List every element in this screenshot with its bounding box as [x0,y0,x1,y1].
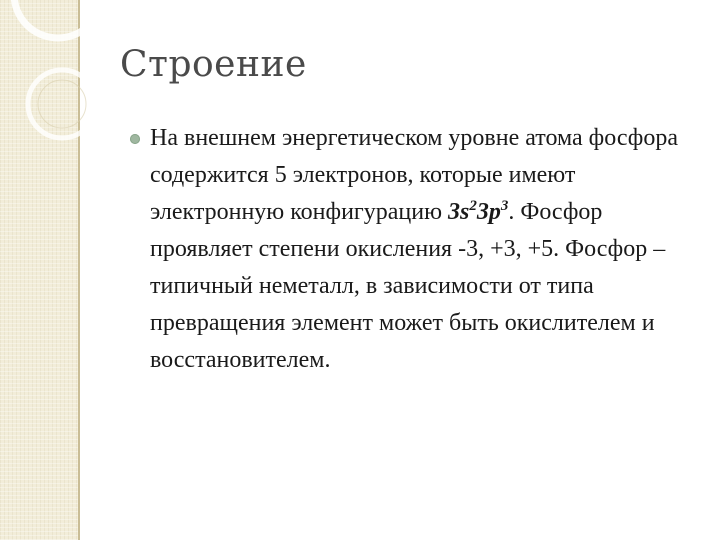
decorative-circles-icon [0,0,120,160]
bullet-item [130,120,690,379]
slide-content [130,120,690,379]
formula-part-2: 3p [476,199,501,225]
bullet-dot-icon [130,134,140,144]
bullet-text-after: . Фосфор проявляет степени окисления -3, +3, +5. Фосфор – типичный неметалл, в зависимости от типа превращения элемент может быть окислителем и восстановителем. [150,199,666,373]
electron-configuration [448,199,508,225]
bullet-text-before: На внешнем энергетическом уровне атома фосфора содержится 5 электронов, которые имеют электронную конфигурацию [150,125,678,225]
formula-part-1: 3s [448,199,470,225]
formula-superscript-2: 3 [500,198,509,214]
slide-title: Строение [120,44,307,85]
bullet-text [150,120,690,379]
formula-superscript-1: 2 [469,198,477,214]
